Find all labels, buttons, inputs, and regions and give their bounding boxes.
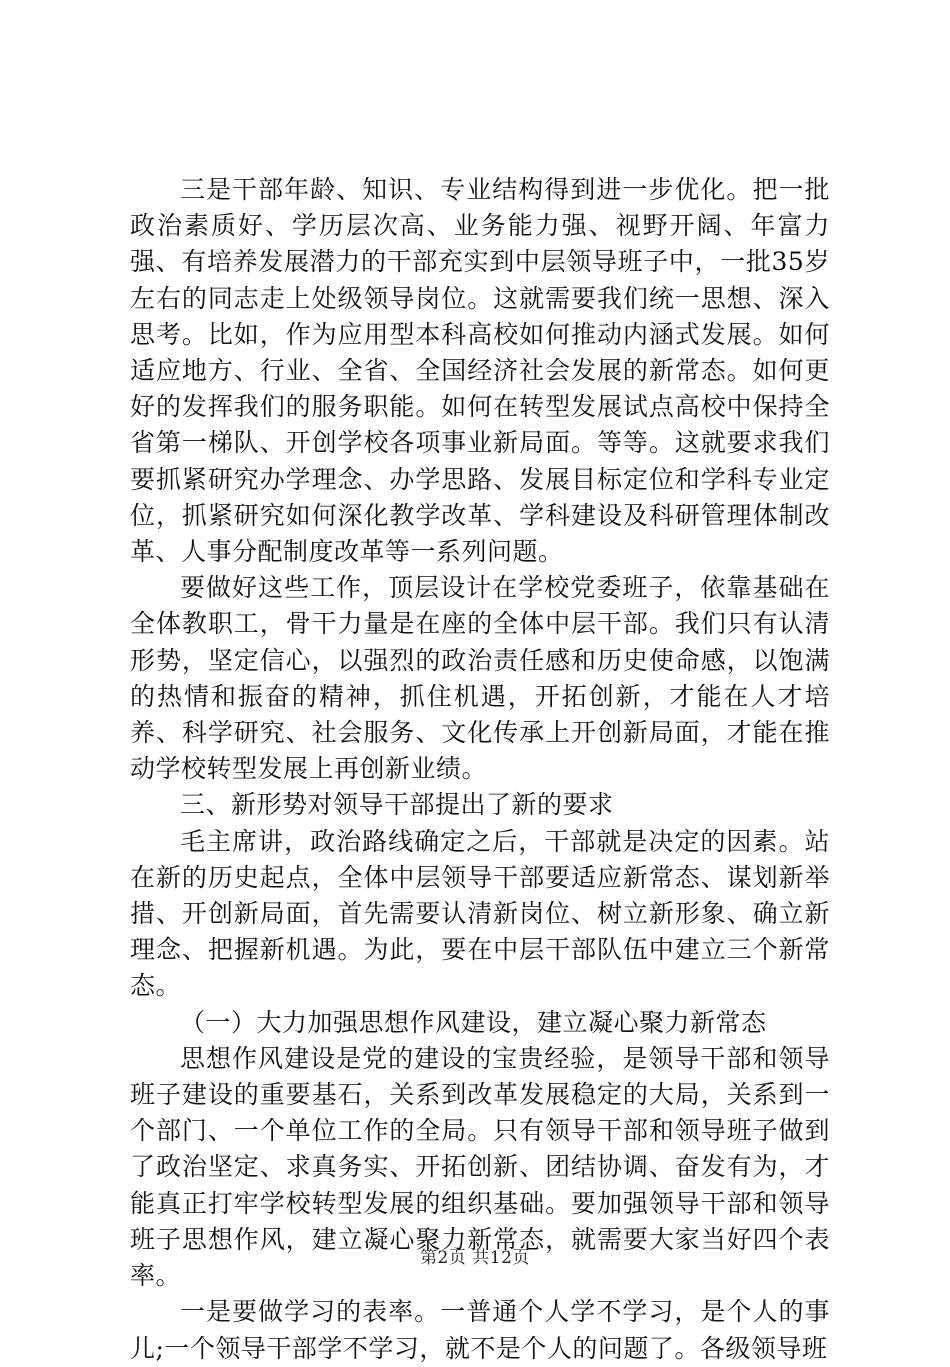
paragraph-political-line: 毛主席讲，政治路线确定之后，干部就是决定的因素。站在新的历史起点，全体中层领导干部要适应新常态、谋划新举措、开创新局面，首先需要认清新岗位、树立新形象、确立新理念、把握新机遇。为此，要在中层干部队伍中建立三个新常态。: [130, 826, 830, 1001]
paragraph-cadre-structure: 三是干部年龄、知识、专业结构得到进一步优化。把一批政治素质好、学历层次高、业务能力强、视野开阔、年富力强、有培养发展潜力的干部充实到中层领导班子中，一批35岁左右的同志走上处级领导岗位。这就需要我们统一思想、深入思考。比如，作为应用型本科高校如何推动内涵式发展。如何适应地方、行业、全省、全国经济社会发展的新常态。如何更好的发挥我们的服务职能。如何在转型发展试点高校中保持全省第一梯队、开创学校各项事业新局面。等等。这就要求我们要抓紧研究办学理念、办学思路、发展目标定位和学科专业定位，抓紧研究如何深化教学改革、学科建设及科研管理体制改革、人事分配制度改革等一系列问题。: [130, 175, 830, 567]
paragraph-top-level-design: 要做好这些工作，顶层设计在学校党委班子，依靠基础在全体教职工，骨干力量是在座的全体中层干部。我们只有认清形势，坚定信心，以强烈的政治责任感和历史使命感，以饱满的热情和振奋的精神，抓住机遇，开拓创新，才能在人才培养、科学研究、社会服务、文化传承上开创新局面，才能在推动学校转型发展上再创新业绩。: [130, 573, 830, 784]
page-number-footer: 第2页 共12页: [420, 1248, 530, 1268]
subsection-heading-ideological-style: （一）大力加强思想作风建设，建立凝心聚力新常态: [180, 1007, 767, 1037]
document-body: [130, 172, 830, 1367]
section-heading-new-requirements: 三、新形势对领导干部提出了新的要求: [180, 790, 614, 820]
paragraph-learning-example: 一是要做学习的表率。一普通个人学不学习，是个人的事儿;一个领导干部学不学习，就不是个人的问题了。各级领导班: [130, 1297, 830, 1363]
paragraph-ideological-style: 思想作风建设是党的建设的宝贵经验，是领导干部和领导班子建设的重要基石，关系到改革发展稳定的大局，关系到一个部门、一个单位工作的全局。只有领导干部和领导班子做到了政治坚定、求真务实、开拓创新、团结协调、奋发有为，才能真正打牢学校转型发展的组织基础。要加强领导干部和领导班子思想作风，建立凝心聚力新常态，就需要大家当好四个表率。: [130, 1043, 830, 1291]
